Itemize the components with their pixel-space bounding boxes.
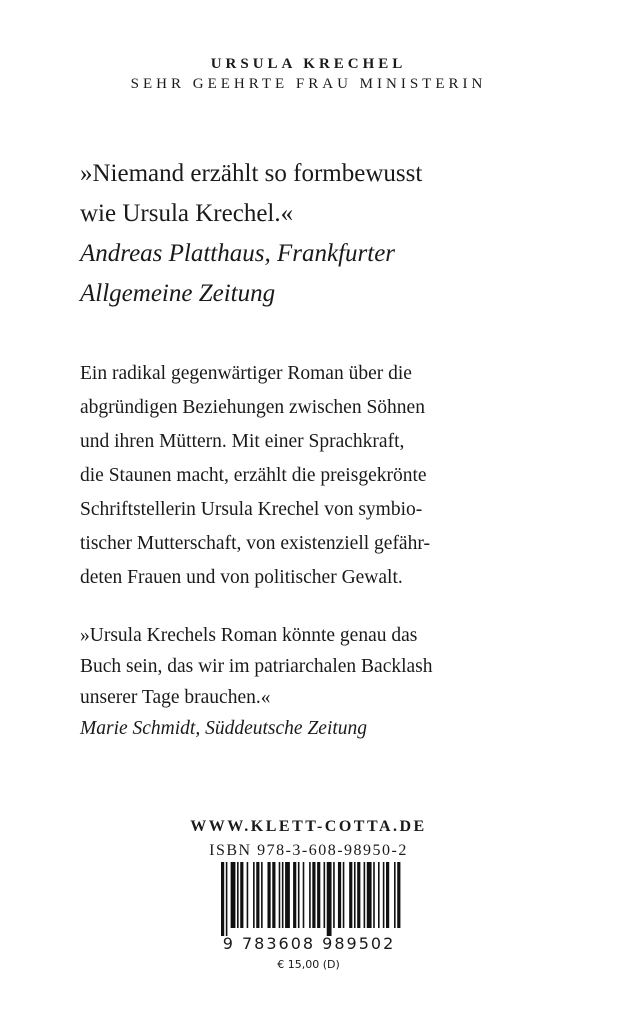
barcode-bar — [397, 862, 400, 928]
barcode-bar — [333, 862, 335, 928]
barcode-bar — [279, 862, 281, 928]
barcode-bar — [343, 862, 345, 928]
quote-line: wie Ursula Krechel.« — [80, 200, 294, 227]
barcode-bar — [226, 862, 228, 936]
blurb-line: Ein radikal gegenwärtiger Roman über die — [80, 363, 412, 384]
blurb-line: und ihren Müttern. Mit einer Sprachkraft, — [80, 431, 405, 452]
barcode-bar — [324, 862, 326, 928]
barcode-bar — [272, 862, 275, 928]
quote-line: »Niemand erzählt so formbewusst — [80, 160, 423, 187]
press-quote-secondary — [80, 620, 550, 744]
barcode-bar — [354, 862, 356, 928]
book-title: SEHR GEEHRTE FRAU MINISTERIN — [130, 76, 487, 92]
blurb-line: tischer Mutterschaft, von existenziell gefähr- — [80, 533, 430, 554]
author-name: URSULA KRECHEL — [210, 56, 407, 72]
barcode-bar — [364, 862, 366, 928]
barcode-bar — [386, 862, 389, 928]
barcode-bar — [256, 862, 259, 928]
barcode-bar — [327, 862, 332, 936]
barcode-bar — [394, 862, 396, 928]
barcode-bar — [237, 862, 239, 928]
quote-source: Allgemeine Zeitung — [80, 280, 276, 307]
barcode-bar — [247, 862, 249, 928]
barcode-bar — [267, 862, 270, 928]
quote-line: unserer Tage brauchen.« — [80, 687, 271, 708]
barcode-bar — [298, 862, 300, 928]
barcode-bar — [221, 862, 224, 936]
quote-source: Andreas Platthaus, Frankfurter — [80, 240, 396, 267]
barcode-bar — [309, 862, 311, 928]
barcode-bar — [261, 862, 263, 928]
barcode-bar — [312, 862, 315, 928]
barcode-bar — [383, 862, 385, 928]
price-label: € 15,00 (D) — [277, 958, 340, 971]
publisher-website: WWW.KLETT-COTTA.DE — [190, 818, 427, 835]
barcode-bar — [349, 862, 352, 928]
blurb-line: abgründigen Beziehungen zwischen Söhnen — [80, 397, 425, 418]
blurb-line: die Staunen macht, erzählt die preisgekrönte — [80, 465, 427, 486]
barcode-bar — [285, 862, 290, 928]
barcode-bar — [357, 862, 360, 928]
quote-source: Marie Schmidt, Süddeutsche Zeitung — [80, 718, 368, 739]
press-quote-main — [80, 154, 540, 314]
barcode-bar — [303, 862, 305, 928]
barcode-bars — [215, 862, 403, 936]
blurb-line: deten Frauen und von politischer Gewalt. — [80, 567, 403, 588]
quote-line: Buch sein, das wir im patriarchalen Backlash — [80, 656, 433, 677]
quote-line: »Ursula Krechels Roman könnte genau das — [80, 625, 418, 646]
barcode-bar — [240, 862, 243, 928]
barcode-bar — [338, 862, 341, 928]
barcode-bar — [378, 862, 380, 928]
barcode-bar — [282, 862, 284, 928]
barcode — [215, 862, 403, 954]
barcode-bar — [373, 862, 375, 928]
isbn-number: ISBN 978-3-608-98950-2 — [209, 842, 408, 859]
cover-footer — [0, 815, 617, 863]
barcode-bar — [317, 862, 320, 928]
barcode-bar — [253, 862, 255, 928]
barcode-bar — [367, 862, 372, 928]
barcode-bar — [231, 862, 236, 928]
blurb-line: Schriftstellerin Ursula Krechel von symbio- — [80, 499, 423, 520]
cover-header — [0, 54, 617, 94]
book-blurb — [80, 357, 550, 595]
barcode-bar — [293, 862, 296, 928]
barcode-digits: 9 783608 989502 — [222, 934, 396, 953]
